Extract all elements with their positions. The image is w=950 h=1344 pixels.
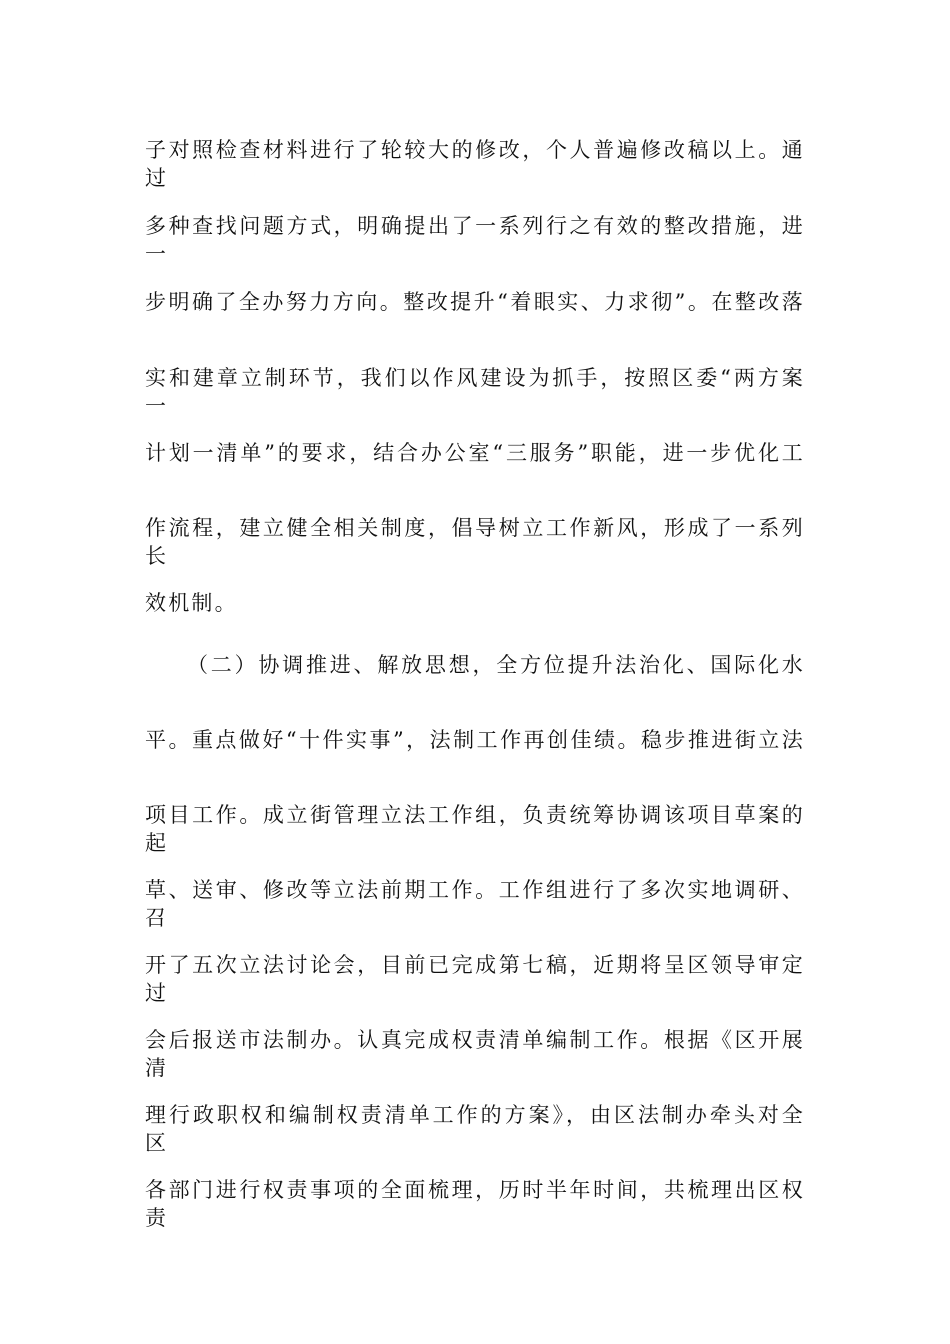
paragraph-line: 开了五次立法讨论会，目前已完成第七稿，近期将呈区领导审定过 — [145, 953, 805, 1005]
paragraph-line: 计划一清单”的要求，结合办公室“三服务”职能，进一步优化工 — [145, 441, 805, 465]
paragraph-line: 草、送审、修改等立法前期工作。工作组进行了多次实地调研、召 — [145, 878, 805, 930]
paragraph-line: 各部门进行权责事项的全面梳理，历时半年时间，共梳理出区权责 — [145, 1178, 805, 1230]
paragraph-line: 作流程，建立健全相关制度，倡导树立工作新风，形成了一系列长 — [145, 516, 805, 568]
paragraph-line: 多种查找问题方式，明确提出了一系列行之有效的整改措施，进一 — [145, 214, 805, 266]
paragraph-line: 子对照检查材料进行了轮较大的修改，个人普遍修改稿以上。通过 — [145, 138, 805, 190]
paragraph-line: 项目工作。成立街管理立法工作组，负责统筹协调该项目草案的起 — [145, 803, 805, 855]
section-heading-line: （二）协调推进、解放思想，全方位提升法治化、国际化水 — [187, 653, 805, 677]
paragraph-line: 理行政职权和编制权责清单工作的方案》，由区法制办牵头对全区 — [145, 1103, 805, 1155]
paragraph-line: 步明确了全办努力方向。整改提升“着眼实、力求彻”。在整改落 — [145, 290, 805, 314]
paragraph-line: 实和建章立制环节，我们以作风建设为抓手，按照区委“两方案一 — [145, 366, 805, 418]
paragraph-line: 效机制。 — [145, 591, 238, 615]
paragraph-line: 平。重点做好“十件实事”，法制工作再创佳绩。稳步推进街立法 — [145, 728, 805, 752]
paragraph-line: 会后报送市法制办。认真完成权责清单编制工作。根据《区开展清 — [145, 1028, 805, 1080]
